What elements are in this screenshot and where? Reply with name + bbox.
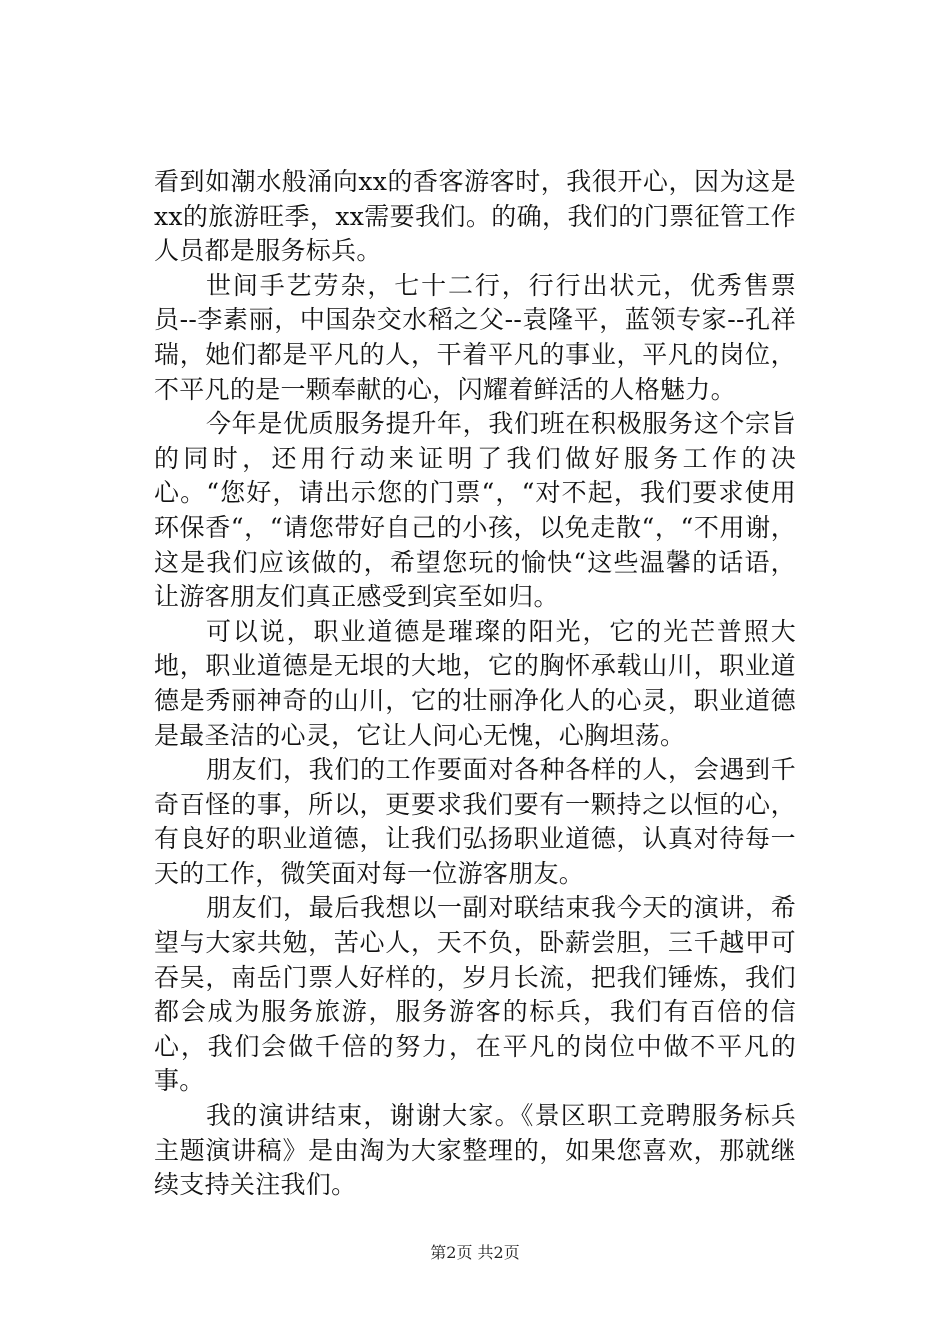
paragraph-4: 可以说，职业道德是璀璨的阳光，它的光芒普照大地，职业道德是无垠的大地，它的胸怀承载山川，职业道德是秀丽神奇的山川，它的壮丽净化人的心灵，职业道德是最圣洁的心灵，它让人问心无愧，心胸坦荡。 xyxy=(154,616,796,750)
paragraph-7: 我的演讲结束，谢谢大家。《景区职工竞聘服务标兵主题演讲稿》是由淘为大家整理的，如果您喜欢，那就继续支持关注我们。 xyxy=(154,1101,796,1200)
page-number-footer: 第2页 共2页 xyxy=(430,1243,520,1262)
paragraph-1: 看到如潮水般涌向xx的香客游客时，我很开心，因为这是xx的旅游旺季，xx需要我们。的确，我们的门票征管工作人员都是服务标兵。 xyxy=(154,167,796,266)
paragraph-3: 今年是优质服务提升年，我们班在积极服务这个宗旨的同时，还用行动来证明了我们做好服务工作的决心。“您好，请出示您的门票“，“对不起，我们要求使用环保香“，“请您带好自己的小孩，以免走散“，“不用谢，这是我们应该做的，希望您玩的愉快“这些温馨的话语，让游客朋友们真正感受到宾至如归。 xyxy=(154,409,796,612)
document-body xyxy=(154,165,796,1203)
paragraph-2: 世间手艺劳杂，七十二行，行行出状元，优秀售票员--李素丽，中国杂交水稻之父--袁隆平，蓝领专家--孔祥瑞，她们都是平凡的人，干着平凡的事业，平凡的岗位，不平凡的是一颗奉献的心，闪耀着鲜活的人格魅力。 xyxy=(154,270,796,404)
paragraph-6: 朋友们，最后我想以一副对联结束我今天的演讲，希望与大家共勉，苦心人，天不负，卧薪尝胆，三千越甲可吞吴，南岳门票人好样的，岁月长流，把我们锤炼，我们都会成为服务旅游，服务游客的标兵，我们有百倍的信心，我们会做千倍的努力，在平凡的岗位中做不平凡的事。 xyxy=(154,893,796,1096)
paragraph-5: 朋友们，我们的工作要面对各种各样的人，会遇到千奇百怪的事，所以，更要求我们要有一颗持之以恒的心，有良好的职业道德，让我们弘扬职业道德，认真对待每一天的工作，微笑面对每一位游客朋友。 xyxy=(154,755,796,888)
